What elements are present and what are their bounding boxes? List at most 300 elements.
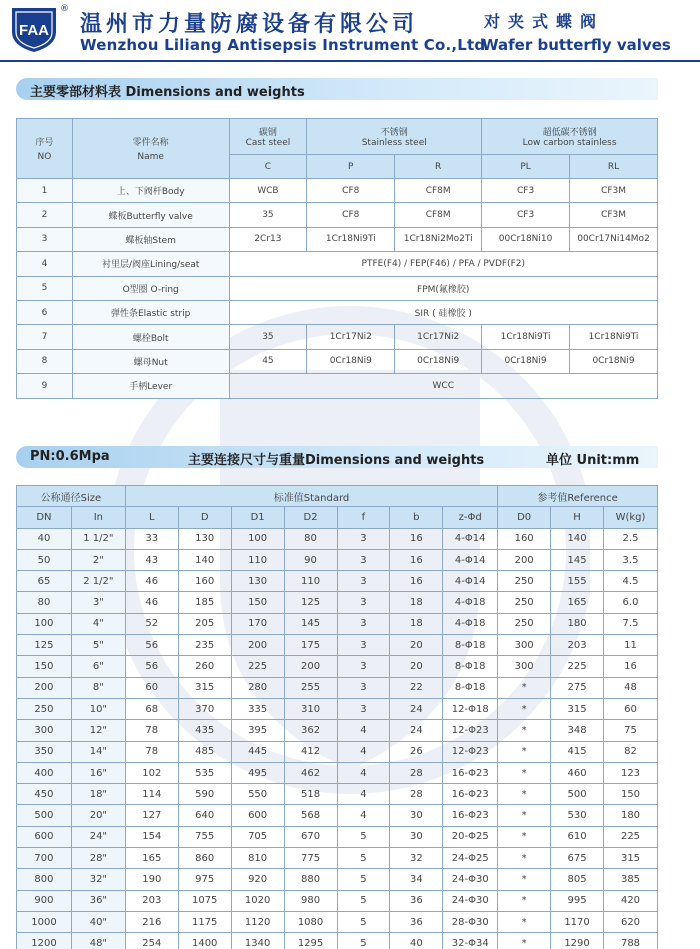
cell-b: 16	[390, 549, 443, 570]
cell-w-kg-: 315	[604, 848, 658, 869]
cell-h: 348	[551, 720, 604, 741]
cell-h: 530	[551, 805, 604, 826]
cell-d1: 495	[231, 762, 284, 783]
material-c: WCB	[229, 179, 307, 203]
material-rl: 1Cr18Ni9Ti	[570, 325, 658, 349]
cell-dn: 250	[17, 698, 72, 719]
cell-l: 254	[125, 933, 178, 949]
material-rl: 0Cr18Ni9	[570, 349, 658, 373]
material-pl: 1Cr18Ni9Ti	[482, 325, 570, 349]
cell-f: 3	[337, 571, 390, 592]
registered-mark: ®	[60, 4, 69, 14]
cell-h: 610	[551, 826, 604, 847]
column-header: f	[337, 507, 390, 528]
material-rl: 00Cr17Ni14Mo2	[570, 227, 658, 251]
material-p: CF8	[307, 179, 395, 203]
cell-f: 3	[337, 549, 390, 570]
cell-f: 4	[337, 805, 390, 826]
material-pl: 00Cr18Ni10	[482, 227, 570, 251]
cell-z-d: 8-Φ18	[443, 677, 498, 698]
materials-section-bar	[16, 78, 658, 100]
cell-dn: 1000	[17, 911, 72, 932]
cell-f: 5	[337, 911, 390, 932]
cell-w-kg-: 150	[604, 784, 658, 805]
cell-z-d: 12-Φ18	[443, 698, 498, 719]
cell-dn: 125	[17, 635, 72, 656]
cell-d0: 250	[498, 613, 551, 634]
cell-w-kg-: 2.5	[604, 528, 658, 549]
cell-f: 3	[337, 656, 390, 677]
cell-f: 5	[337, 826, 390, 847]
cell-l: 46	[125, 592, 178, 613]
cell-dn: 50	[17, 549, 72, 570]
cell-b: 30	[390, 826, 443, 847]
cell-f: 3	[337, 635, 390, 656]
cell-dn: 100	[17, 613, 72, 634]
dimensions-title: 主要连接尺寸与重量Dimensions and weights	[188, 453, 485, 468]
cast-steel-header	[229, 119, 307, 155]
group-size-header: 公称通径Size	[17, 486, 126, 507]
company-name-cn: 温州市力量防腐设备有限公司	[80, 12, 419, 37]
material-r: CF8M	[395, 203, 482, 227]
dimensions-row	[17, 911, 658, 932]
row-number: 4	[17, 252, 73, 276]
cell-l: 154	[125, 826, 178, 847]
cell-d: 1175	[178, 911, 231, 932]
cell-d0: *	[498, 826, 551, 847]
cell-d: 1400	[178, 933, 231, 949]
cell-d: 140	[178, 549, 231, 570]
cell-d: 590	[178, 784, 231, 805]
part-name: 蝶板轴Stem	[72, 227, 229, 251]
cell-b: 20	[390, 635, 443, 656]
materials-row	[17, 203, 658, 227]
cell-b: 26	[390, 741, 443, 762]
cell-d2: 255	[284, 677, 337, 698]
cell-d: 315	[178, 677, 231, 698]
cell-d0: *	[498, 911, 551, 932]
cell-l: 114	[125, 784, 178, 805]
cell-d0: *	[498, 805, 551, 826]
stainless-en: Stainless steel	[361, 138, 427, 148]
material-p: 1Cr17Ni2	[307, 325, 395, 349]
cell-z-d: 16-Φ23	[443, 784, 498, 805]
cell-d: 640	[178, 805, 231, 826]
cell-d0: *	[498, 933, 551, 949]
cell-d0: *	[498, 677, 551, 698]
part-name: 衬里层/阀座Lining/seat	[72, 252, 229, 276]
cell-w-kg-: 123	[604, 762, 658, 783]
cell-h: 315	[551, 698, 604, 719]
column-header: D2	[284, 507, 337, 528]
grade-pl: PL	[482, 155, 570, 179]
col-name-en: Name	[137, 152, 164, 162]
materials-table	[16, 118, 658, 399]
cell-w-kg-: 7.5	[604, 613, 658, 634]
cell-d1: 150	[231, 592, 284, 613]
cell-b: 32	[390, 848, 443, 869]
dimensions-row	[17, 933, 658, 949]
cell-d: 485	[178, 741, 231, 762]
material-p: 0Cr18Ni9	[307, 349, 395, 373]
cell-d0: *	[498, 741, 551, 762]
cell-in: 20"	[71, 805, 125, 826]
col-no-cn: 序号	[35, 138, 54, 148]
cell-h: 1290	[551, 933, 604, 949]
cell-z-d: 24-Φ25	[443, 848, 498, 869]
cell-w-kg-: 3.5	[604, 549, 658, 570]
cell-d2: 568	[284, 805, 337, 826]
cell-in: 32"	[71, 869, 125, 890]
cell-b: 34	[390, 869, 443, 890]
material-r: 1Cr17Ni2	[395, 325, 482, 349]
dimensions-table	[16, 485, 658, 949]
dimensions-row	[17, 571, 658, 592]
cell-f: 5	[337, 869, 390, 890]
dimensions-row	[17, 677, 658, 698]
cell-d1: 130	[231, 571, 284, 592]
cell-d: 205	[178, 613, 231, 634]
material-p: CF8	[307, 203, 395, 227]
materials-section-title: 主要零部材料表 Dimensions and weights	[30, 85, 305, 100]
cell-f: 4	[337, 720, 390, 741]
cell-b: 24	[390, 720, 443, 741]
cell-b: 36	[390, 890, 443, 911]
cell-d0: 300	[498, 635, 551, 656]
cell-d1: 110	[231, 549, 284, 570]
lowcarbon-header	[482, 119, 658, 155]
cell-d0: *	[498, 720, 551, 741]
dimensions-row	[17, 869, 658, 890]
cell-d0: *	[498, 698, 551, 719]
cell-d2: 200	[284, 656, 337, 677]
cell-d0: 250	[498, 571, 551, 592]
cell-h: 165	[551, 592, 604, 613]
cell-h: 155	[551, 571, 604, 592]
cell-b: 30	[390, 805, 443, 826]
col-name-header	[72, 119, 229, 179]
cell-l: 165	[125, 848, 178, 869]
product-name-cn: 对夹式蝶阀	[484, 12, 605, 31]
cell-dn: 900	[17, 890, 72, 911]
group-reference-header: 参考值Reference	[498, 486, 658, 507]
cell-d2: 980	[284, 890, 337, 911]
cell-d1: 100	[231, 528, 284, 549]
column-header: b	[390, 507, 443, 528]
stainless-header	[307, 119, 482, 155]
cell-d: 975	[178, 869, 231, 890]
cell-h: 995	[551, 890, 604, 911]
column-header: D1	[231, 507, 284, 528]
cell-d2: 880	[284, 869, 337, 890]
cell-f: 3	[337, 698, 390, 719]
cell-l: 190	[125, 869, 178, 890]
row-number: 7	[17, 325, 73, 349]
material-merged: SIR ( 硅橡胶 )	[229, 300, 658, 324]
cell-d2: 670	[284, 826, 337, 847]
cell-d0: 200	[498, 549, 551, 570]
column-header: D0	[498, 507, 551, 528]
cell-d0: *	[498, 890, 551, 911]
cell-z-d: 24-Φ30	[443, 869, 498, 890]
cell-d2: 90	[284, 549, 337, 570]
materials-row	[17, 227, 658, 251]
cell-w-kg-: 11	[604, 635, 658, 656]
cell-d2: 110	[284, 571, 337, 592]
cell-l: 102	[125, 762, 178, 783]
cell-f: 4	[337, 762, 390, 783]
cell-w-kg-: 225	[604, 826, 658, 847]
cell-d0: 300	[498, 656, 551, 677]
cell-in: 5"	[71, 635, 125, 656]
row-number: 5	[17, 276, 73, 300]
cell-in: 24"	[71, 826, 125, 847]
cell-b: 28	[390, 762, 443, 783]
cell-in: 12"	[71, 720, 125, 741]
cell-in: 8"	[71, 677, 125, 698]
cell-in: 2 1/2"	[71, 571, 125, 592]
cell-h: 805	[551, 869, 604, 890]
cell-h: 203	[551, 635, 604, 656]
part-name: 手柄Lever	[72, 374, 229, 398]
page-header	[0, 0, 700, 62]
cell-in: 40"	[71, 911, 125, 932]
cast-steel-cn: 碳钢	[258, 128, 277, 138]
row-number: 8	[17, 349, 73, 373]
cell-l: 43	[125, 549, 178, 570]
cell-h: 675	[551, 848, 604, 869]
cell-f: 4	[337, 741, 390, 762]
cell-d2: 80	[284, 528, 337, 549]
cell-d2: 175	[284, 635, 337, 656]
part-name: 螺母Nut	[72, 349, 229, 373]
cell-in: 10"	[71, 698, 125, 719]
cell-l: 56	[125, 656, 178, 677]
cell-d2: 462	[284, 762, 337, 783]
grade-p: P	[307, 155, 395, 179]
cell-d: 160	[178, 571, 231, 592]
cell-d0: *	[498, 848, 551, 869]
material-pl: 0Cr18Ni9	[482, 349, 570, 373]
dimensions-row	[17, 890, 658, 911]
cell-in: 18"	[71, 784, 125, 805]
cell-d1: 200	[231, 635, 284, 656]
cell-d: 1075	[178, 890, 231, 911]
cell-z-d: 12-Φ23	[443, 741, 498, 762]
cell-b: 24	[390, 698, 443, 719]
row-number: 1	[17, 179, 73, 203]
column-header: W(kg)	[604, 507, 658, 528]
column-header: In	[71, 507, 125, 528]
material-p: 1Cr18Ni9Ti	[307, 227, 395, 251]
cell-dn: 700	[17, 848, 72, 869]
cell-d: 755	[178, 826, 231, 847]
cell-in: 14"	[71, 741, 125, 762]
col-no-header	[17, 119, 73, 179]
cell-d1: 920	[231, 869, 284, 890]
grade-c: C	[229, 155, 307, 179]
cell-w-kg-: 75	[604, 720, 658, 741]
material-rl: CF3M	[570, 203, 658, 227]
dimensions-column-headers	[17, 507, 658, 528]
materials-row	[17, 325, 658, 349]
cell-z-d: 4-Φ18	[443, 592, 498, 613]
cell-f: 3	[337, 592, 390, 613]
cell-dn: 600	[17, 826, 72, 847]
company-logo-icon	[8, 6, 60, 54]
cell-dn: 1200	[17, 933, 72, 949]
dimensions-section-bar	[16, 446, 658, 468]
column-header: D	[178, 507, 231, 528]
company-name-en: Wenzhou Liliang Antisepsis Instrument Co.,Ltd	[80, 36, 486, 54]
cell-h: 180	[551, 613, 604, 634]
dimensions-row	[17, 656, 658, 677]
lowcarbon-en: Low carbon stainless	[522, 138, 617, 148]
cell-b: 36	[390, 911, 443, 932]
cell-d0: 250	[498, 592, 551, 613]
cell-d: 260	[178, 656, 231, 677]
material-r: 1Cr18Ni2Mo2Ti	[395, 227, 482, 251]
cell-z-d: 24-Φ30	[443, 890, 498, 911]
cell-w-kg-: 180	[604, 805, 658, 826]
cell-z-d: 32-Φ34	[443, 933, 498, 949]
cell-h: 225	[551, 656, 604, 677]
cell-z-d: 28-Φ30	[443, 911, 498, 932]
cell-d1: 170	[231, 613, 284, 634]
cell-f: 5	[337, 933, 390, 949]
cell-in: 16"	[71, 762, 125, 783]
material-rl: CF3M	[570, 179, 658, 203]
column-header: L	[125, 507, 178, 528]
header-divider	[0, 60, 700, 62]
logo-text: FAA	[19, 22, 49, 39]
material-c: 2Cr13	[229, 227, 307, 251]
column-header: H	[551, 507, 604, 528]
cell-d: 535	[178, 762, 231, 783]
material-pl: CF3	[482, 203, 570, 227]
part-name: 螺栓Bolt	[72, 325, 229, 349]
cell-b: 16	[390, 528, 443, 549]
material-merged: WCC	[229, 374, 658, 398]
cell-d2: 1295	[284, 933, 337, 949]
cell-d: 130	[178, 528, 231, 549]
dimensions-row	[17, 741, 658, 762]
part-name: 蝶板Butterfly valve	[72, 203, 229, 227]
unit-label: 单位 Unit:mm	[546, 453, 640, 468]
material-merged: PTFE(F4) / FEP(F46) / PFA / PVDF(F2)	[229, 252, 658, 276]
cell-in: 28"	[71, 848, 125, 869]
cell-z-d: 8-Φ18	[443, 656, 498, 677]
cell-w-kg-: 420	[604, 890, 658, 911]
cell-d: 185	[178, 592, 231, 613]
cell-in: 36"	[71, 890, 125, 911]
cell-w-kg-: 48	[604, 677, 658, 698]
grade-rl: RL	[570, 155, 658, 179]
cell-h: 140	[551, 528, 604, 549]
cell-z-d: 12-Φ23	[443, 720, 498, 741]
cell-d2: 775	[284, 848, 337, 869]
cell-d1: 705	[231, 826, 284, 847]
cell-d1: 1340	[231, 933, 284, 949]
cell-l: 68	[125, 698, 178, 719]
pressure-rating: PN:0.6Mpa	[30, 449, 110, 464]
cell-h: 415	[551, 741, 604, 762]
dimensions-row	[17, 592, 658, 613]
part-name: 弹性条Elastic strip	[72, 300, 229, 324]
dimensions-row	[17, 826, 658, 847]
cell-h: 1170	[551, 911, 604, 932]
dimensions-row	[17, 528, 658, 549]
cell-f: 5	[337, 848, 390, 869]
cell-b: 40	[390, 933, 443, 949]
cell-b: 28	[390, 784, 443, 805]
column-header: DN	[17, 507, 72, 528]
row-number: 9	[17, 374, 73, 398]
cell-d1: 280	[231, 677, 284, 698]
cell-in: 1 1/2"	[71, 528, 125, 549]
material-pl: CF3	[482, 179, 570, 203]
cell-h: 145	[551, 549, 604, 570]
cell-h: 275	[551, 677, 604, 698]
cell-in: 4"	[71, 613, 125, 634]
cell-b: 18	[390, 613, 443, 634]
cell-w-kg-: 6.0	[604, 592, 658, 613]
cell-h: 460	[551, 762, 604, 783]
cell-dn: 350	[17, 741, 72, 762]
cell-d1: 810	[231, 848, 284, 869]
row-number: 3	[17, 227, 73, 251]
cell-d2: 310	[284, 698, 337, 719]
cell-w-kg-: 60	[604, 698, 658, 719]
cell-z-d: 4-Φ18	[443, 613, 498, 634]
group-standard-header: 标准值Standard	[125, 486, 497, 507]
cell-w-kg-: 82	[604, 741, 658, 762]
cell-l: 33	[125, 528, 178, 549]
grade-r: R	[395, 155, 482, 179]
cell-dn: 40	[17, 528, 72, 549]
materials-row	[17, 349, 658, 373]
cell-dn: 800	[17, 869, 72, 890]
cell-z-d: 16-Φ23	[443, 762, 498, 783]
cast-steel-en: Cast steel	[245, 138, 291, 148]
cell-d2: 412	[284, 741, 337, 762]
cell-d1: 1020	[231, 890, 284, 911]
part-name: 上、下阀杆Body	[72, 179, 229, 203]
material-c: 45	[229, 349, 307, 373]
cell-z-d: 4-Φ14	[443, 528, 498, 549]
cell-z-d: 4-Φ14	[443, 549, 498, 570]
row-number: 6	[17, 300, 73, 324]
cell-l: 78	[125, 741, 178, 762]
cell-in: 2"	[71, 549, 125, 570]
cell-d2: 518	[284, 784, 337, 805]
cell-l: 56	[125, 635, 178, 656]
cell-b: 16	[390, 571, 443, 592]
product-name-en: Wafer butterfly valves	[482, 36, 671, 54]
cell-d: 235	[178, 635, 231, 656]
cell-d0: 160	[498, 528, 551, 549]
cell-d0: *	[498, 784, 551, 805]
cell-d2: 125	[284, 592, 337, 613]
cell-z-d: 8-Φ18	[443, 635, 498, 656]
cell-dn: 450	[17, 784, 72, 805]
materials-row	[17, 300, 658, 324]
cell-f: 4	[337, 784, 390, 805]
dimensions-row	[17, 635, 658, 656]
dimensions-row	[17, 805, 658, 826]
cell-d1: 395	[231, 720, 284, 741]
cell-w-kg-: 385	[604, 869, 658, 890]
